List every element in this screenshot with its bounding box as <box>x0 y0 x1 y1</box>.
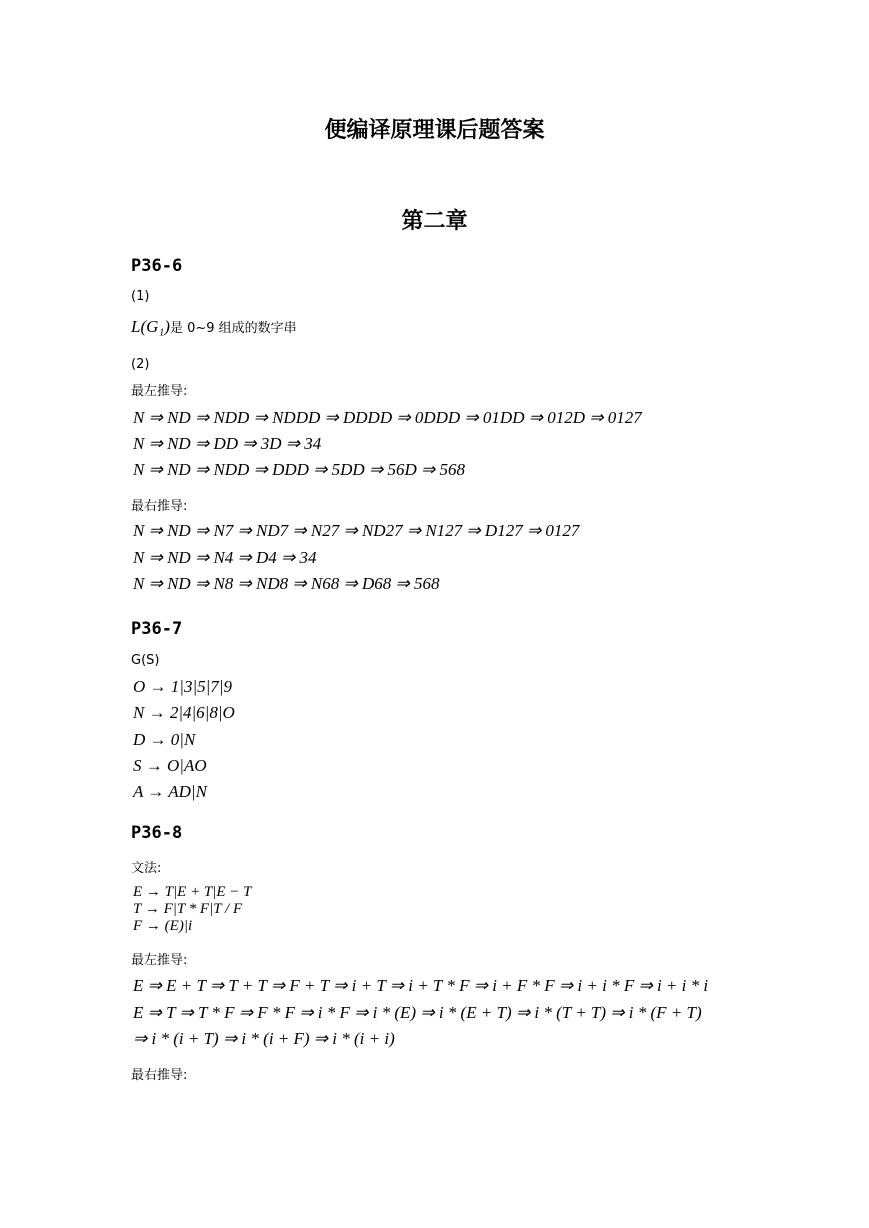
derivation-line: ⇒ i * (i + T) ⇒ i * (i + F) ⇒ i * (i + i) <box>133 1029 395 1048</box>
derivation-line: N ⇒ ND ⇒ NDD ⇒ DDD ⇒ 5DD ⇒ 56D ⇒ 568 <box>133 460 465 479</box>
derivation-line: E ⇒ T ⇒ T * F ⇒ F * F ⇒ i * F ⇒ i * (E) ⇒ i * (E + T) ⇒ i * (T + T) ⇒ i * (F + T) <box>133 1003 702 1022</box>
grammar-rule: E → T|E + T|E − T <box>133 884 252 900</box>
leftmost-derivation-label: 最左推导: <box>131 953 188 968</box>
derivation-line: E ⇒ E + T ⇒ T + T ⇒ F + T ⇒ i + T ⇒ i + T * F ⇒ i + F * F ⇒ i + i * F ⇒ i + i * i <box>133 976 709 995</box>
grammar-rule: T → F|T * F|T / F <box>133 901 243 917</box>
language-text: 是 0~9 组成的数字串 <box>169 321 297 336</box>
part-2-label: (2) <box>131 357 150 372</box>
grammar-label: G(S) <box>131 653 160 668</box>
rightmost-derivation-label: 最右推导: <box>131 1068 188 1083</box>
grammar-rule: S → O|AO <box>133 756 207 775</box>
derivation-line: N ⇒ ND ⇒ NDD ⇒ NDDD ⇒ DDDD ⇒ 0DDD ⇒ 01DD ⇒ 012D ⇒ 0127 <box>133 408 642 427</box>
derivation-line: N ⇒ ND ⇒ N8 ⇒ ND8 ⇒ N68 ⇒ D68 ⇒ 568 <box>133 574 440 593</box>
section-heading-p36-7: P36-7 <box>131 619 183 639</box>
leftmost-derivation-label: 最左推导: <box>131 384 188 399</box>
rightmost-derivation-label: 最右推导: <box>131 499 188 514</box>
chapter-title: 第二章 <box>401 209 468 234</box>
grammar-label: 文法: <box>131 861 162 876</box>
grammar-rule: F → (E)|i <box>133 918 193 934</box>
derivation-line: N ⇒ ND ⇒ DD ⇒ 3D ⇒ 34 <box>133 434 322 453</box>
grammar-rule: A → AD|N <box>133 782 207 801</box>
language-description <box>131 317 297 337</box>
derivation-line: N ⇒ ND ⇒ N7 ⇒ ND7 ⇒ N27 ⇒ ND27 ⇒ N127 ⇒ D127 ⇒ 0127 <box>133 521 580 540</box>
grammar-rule: O → 1|3|5|7|9 <box>133 677 232 696</box>
grammar-rule: N → 2|4|6|8|O <box>133 703 235 722</box>
section-heading-p36-6: P36-6 <box>131 256 183 276</box>
derivation-line: N ⇒ ND ⇒ N4 ⇒ D4 ⇒ 34 <box>133 548 317 567</box>
language-symbol: L(G₁) <box>131 317 170 336</box>
document-title: 便编译原理课后题答案 <box>324 118 545 143</box>
section-heading-p36-8: P36-8 <box>131 823 183 843</box>
part-1-label: (1) <box>131 289 150 304</box>
grammar-rule: D → 0|N <box>133 730 196 749</box>
